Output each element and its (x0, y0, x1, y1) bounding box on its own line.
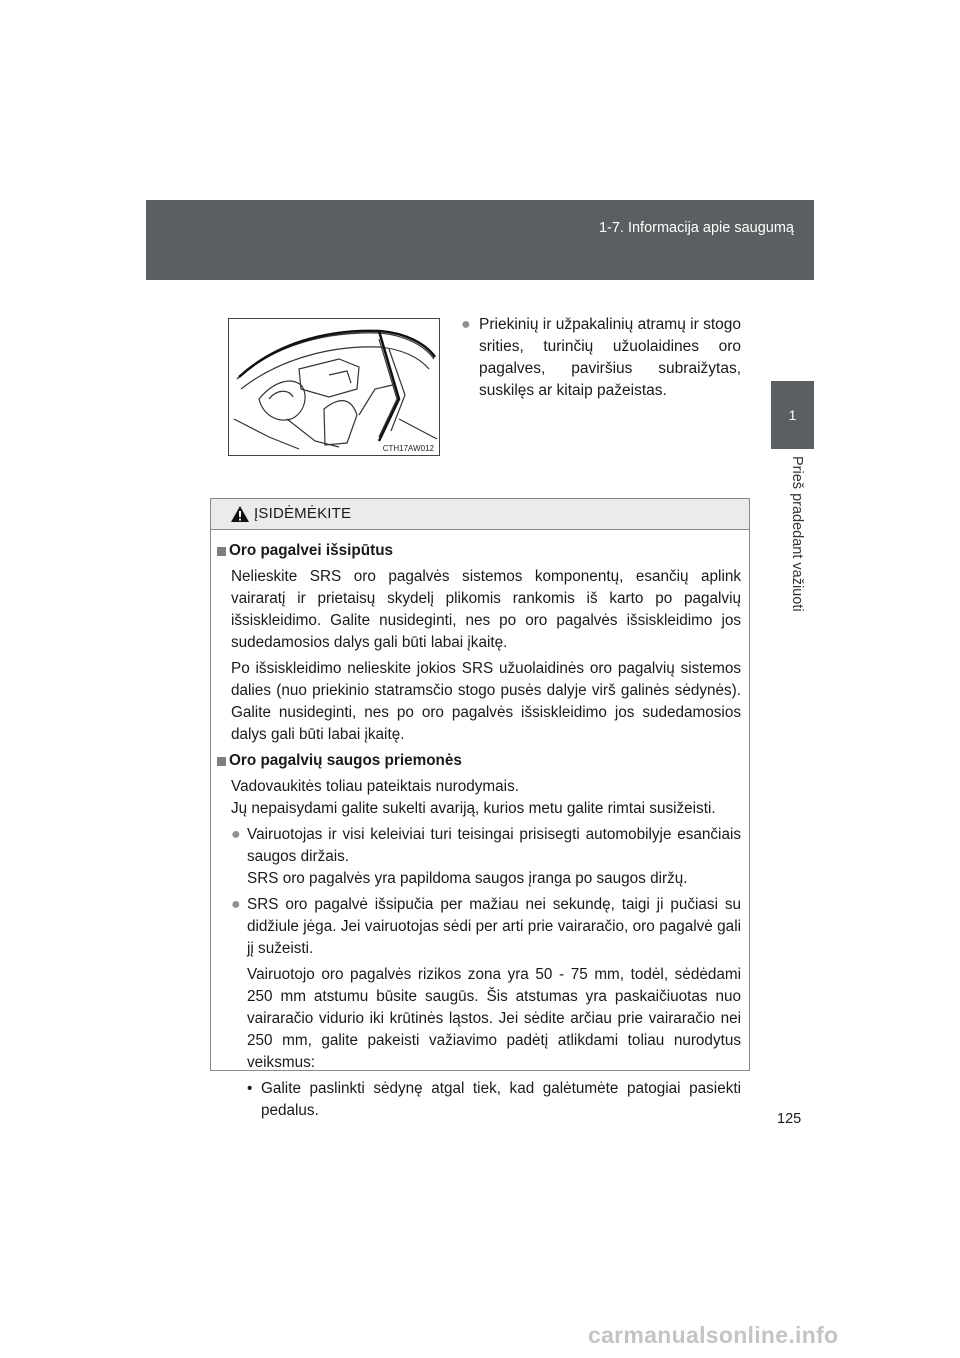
warning-triangle-icon (230, 505, 250, 523)
caution-header (211, 499, 749, 530)
subheading-text: Oro pagalvei išsipūtus (229, 542, 394, 559)
page-number: 125 (777, 1111, 802, 1127)
intro-text (217, 776, 741, 820)
caution-title: ĮSIDĖMĖKITE (254, 505, 352, 522)
square-bullet-icon (217, 547, 226, 556)
bullet-icon: ● (461, 316, 471, 333)
bullet-text: Vairuotojas ir visi keleiviai turi teisingai prisisegti automobilyje esančiais saugos diržais. (247, 826, 741, 865)
bullet-icon: ● (231, 896, 241, 913)
sub-bullet-text: Galite paslinkti sėdynę atgal tiek, kad galėtumėte patogiai pasiekti pedalus. (261, 1080, 741, 1119)
sub-bullet-item (217, 1078, 741, 1122)
watermark: carmanualsonline.info (588, 1322, 839, 1348)
subheading-airbag-precautions (217, 750, 741, 772)
top-bullet-text: Priekinių ir užpakalinių atramų ir stogo srities, turinčių užuolaidines oro pagalves, paviršius subraižytas, suskilęs ar kitaip pažeistas. (479, 316, 741, 399)
section-header-bar (146, 200, 814, 280)
top-bullet-item (461, 314, 741, 402)
bullet-icon: ● (231, 826, 241, 843)
bullet-continuation: Vairuotojo oro pagalvės rizikos zona yra 50 - 75 mm, todėl, sėdėdami 250 mm atstumu būsite saugūs. Šis atstumas yra paskaičiuotas nuo vairaračio vidurio iki krūtinės ląstos. Jei sėdite arčiau prie vairaračio nei 250 mm, galite pakeisti važiavimo padėtį atlikdami toliau nurodytus veiksmus: (247, 966, 741, 1071)
car-interior-illustration (228, 318, 440, 456)
sub-bullet-marker: • (247, 1080, 253, 1097)
bullet-item (217, 824, 741, 890)
caution-body (211, 530, 749, 1122)
intro-line: Jų nepaisydami galite sukelti avariją, kurios metu galite rimtai susižeisti. (231, 800, 716, 817)
bullet-text: SRS oro pagalvės yra papildoma saugos įranga po saugos diržų. (247, 870, 688, 887)
paragraph: Nelieskite SRS oro pagalvės sistemos komponentų, esančių aplink vairaratį ir prietaisų skydelį plikomis rankomis iš karto po pagalvių išsiskleidimo. Galite nusideginti, nes po oro pagalvės išsiskleidimo jos sudedamosios dalys gali būti labai įkaitę. (231, 568, 741, 651)
figure-code: CTH17AW012 (382, 444, 434, 453)
bullet-item (217, 894, 741, 960)
subheading-text: Oro pagalvių saugos priemonės (229, 752, 462, 769)
caution-box (210, 498, 750, 1119)
car-interior-drawing (229, 319, 439, 455)
section-title: 1-7. Informacija apie saugumą (598, 220, 794, 236)
paragraph: Po išsiskleidimo nelieskite jokios SRS užuolaidinės oro pagalvių sistemos dalies (nuo priekinio statramsčio stogo pusės dalyje virš galinės sėdynės). Galite nusideginti, nes po oro pagalvės išsiskleidimo jos sudedamosios dalys gali būti labai įkaitę. (231, 660, 741, 743)
intro-line: Vadovaukitės toliau pateiktais nurodymais. (231, 778, 519, 795)
chapter-label: Prieš pradedant važiuoti (789, 456, 805, 612)
bullet-text: SRS oro pagalvė išsipučia per mažiau nei sekundę, taigi ji pučiasi su didžiule jėga. Jei vairuotojas sėdi per arti prie vairaračio, oro pagalvė gali jį sužeisti. (247, 896, 741, 957)
square-bullet-icon (217, 757, 226, 766)
subheading-airbag-deployed (217, 540, 741, 562)
chapter-tab: 1 (771, 381, 814, 449)
